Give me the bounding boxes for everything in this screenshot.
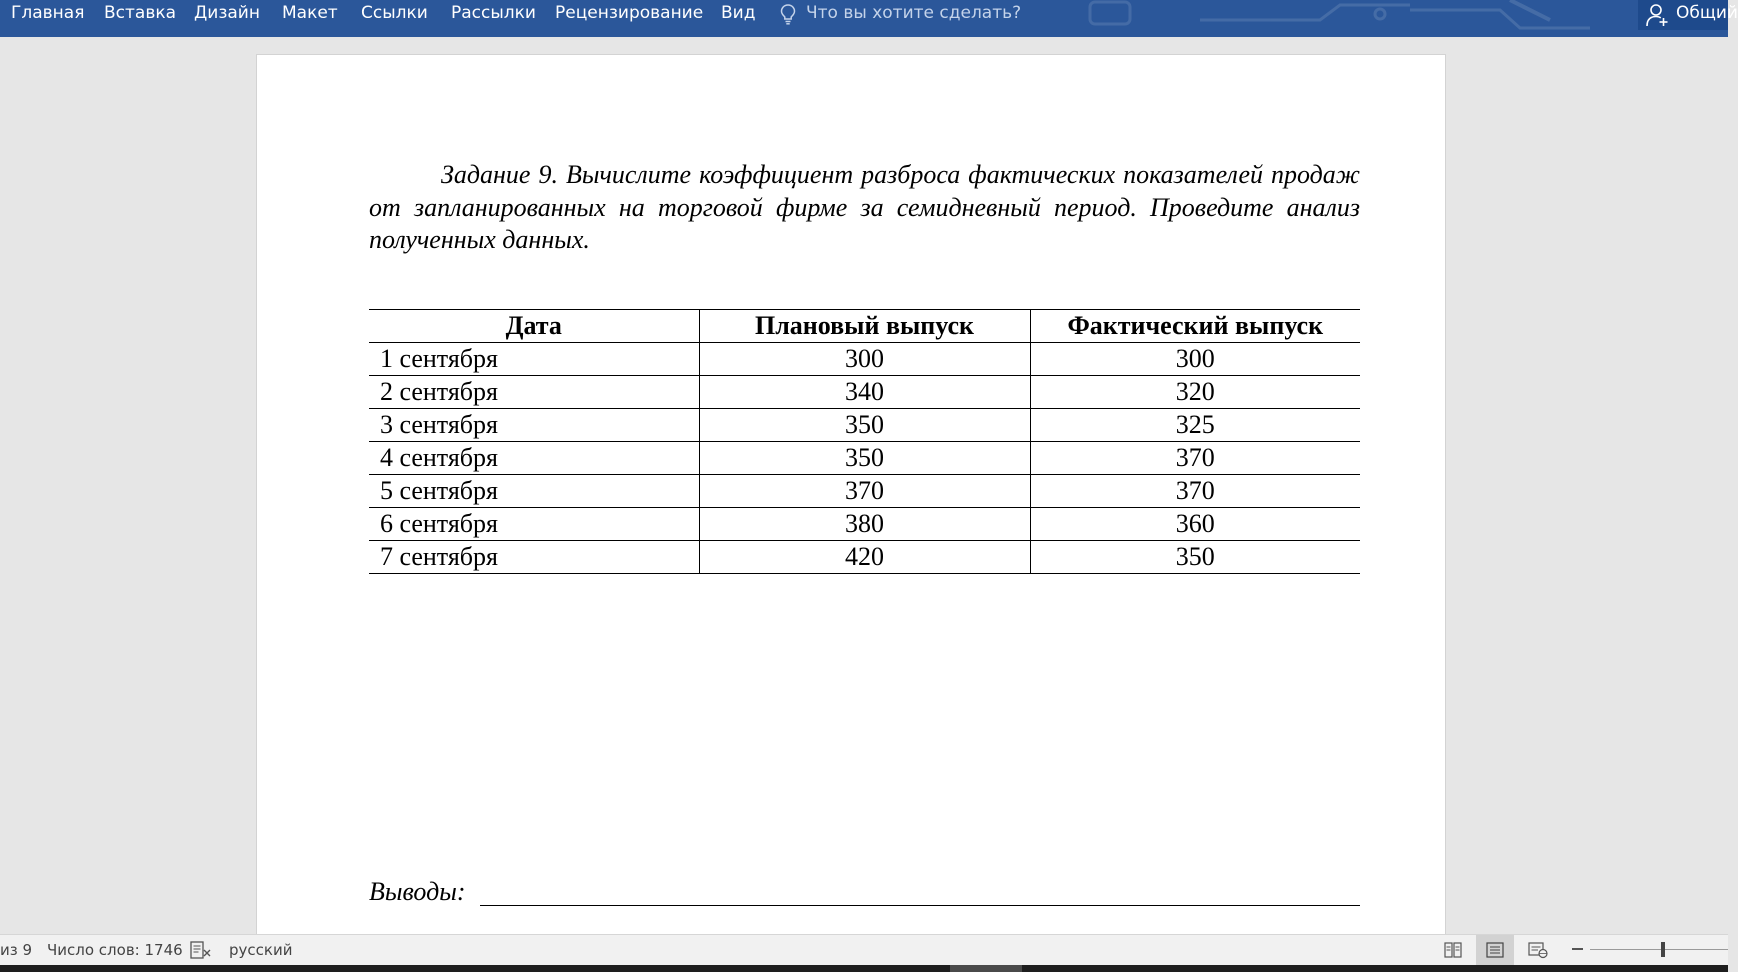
page-counter[interactable]: из 9 <box>0 941 33 959</box>
conclusion-answer-line <box>480 905 1360 906</box>
cell-actual: 370 <box>1030 442 1360 475</box>
header-actual-output: Фактический выпуск <box>1030 310 1360 343</box>
cell-date: 1 сентября <box>369 343 699 376</box>
cell-planned: 380 <box>699 508 1030 541</box>
conclusion-section <box>369 875 1360 915</box>
cell-actual: 300 <box>1030 343 1360 376</box>
proofing-errors-icon[interactable] <box>190 941 212 959</box>
table-row <box>369 376 1360 409</box>
cell-date: 5 сентября <box>369 475 699 508</box>
read-mode-icon <box>1444 942 1462 958</box>
conclusion-label: Выводы: <box>369 877 466 906</box>
cell-date: 7 сентября <box>369 541 699 574</box>
status-bar <box>0 934 1728 965</box>
zoom-out-button[interactable] <box>1572 948 1583 950</box>
taskbar-segment <box>950 965 1022 972</box>
cell-date: 2 сентября <box>369 376 699 409</box>
table-row <box>369 409 1360 442</box>
cell-planned: 340 <box>699 376 1030 409</box>
table-row <box>369 442 1360 475</box>
cell-actual: 320 <box>1030 376 1360 409</box>
tab-mailings[interactable]: Рассылки <box>451 3 536 23</box>
tab-review[interactable]: Рецензирование <box>555 3 704 23</box>
cell-planned: 350 <box>699 442 1030 475</box>
document-page[interactable] <box>256 54 1446 936</box>
lightbulb-icon <box>780 3 796 25</box>
cell-planned: 350 <box>699 409 1030 442</box>
ribbon-circuit-decoration <box>1080 0 1600 37</box>
table-row <box>369 343 1360 376</box>
print-layout-button[interactable] <box>1476 935 1514 965</box>
cell-date: 3 сентября <box>369 409 699 442</box>
print-layout-icon <box>1486 942 1504 958</box>
share-label: Общий <box>1676 3 1738 23</box>
table-row <box>369 508 1360 541</box>
header-date: Дата <box>369 310 699 343</box>
language-indicator[interactable]: русский <box>229 941 293 959</box>
cell-actual: 360 <box>1030 508 1360 541</box>
ribbon-tab-bar <box>0 0 1738 37</box>
word-count[interactable]: Число слов: 1746 <box>47 941 183 959</box>
tab-layout[interactable]: Макет <box>282 3 338 23</box>
cell-planned: 370 <box>699 475 1030 508</box>
sales-table <box>369 309 1360 574</box>
web-layout-button[interactable] <box>1518 935 1556 965</box>
table-header-row <box>369 310 1360 343</box>
zoom-slider-thumb[interactable] <box>1661 942 1665 957</box>
web-layout-icon <box>1528 942 1548 958</box>
cell-actual: 325 <box>1030 409 1360 442</box>
tab-design[interactable]: Дизайн <box>194 3 260 23</box>
share-button[interactable] <box>1638 0 1738 30</box>
zoom-slider[interactable] <box>1590 949 1728 950</box>
cell-planned: 420 <box>699 541 1030 574</box>
tell-me-placeholder: Что вы хотите сделать? <box>806 3 1022 23</box>
person-add-icon <box>1645 2 1669 28</box>
read-mode-button[interactable] <box>1434 935 1472 965</box>
cell-date: 4 сентября <box>369 442 699 475</box>
cell-actual: 370 <box>1030 475 1360 508</box>
cell-planned: 300 <box>699 343 1030 376</box>
header-planned-output: Плановый выпуск <box>699 310 1030 343</box>
table-row <box>369 475 1360 508</box>
cell-actual: 350 <box>1030 541 1360 574</box>
task-paragraph: Задание 9. Вычислите коэффициент разброса фактических показателей продаж от запланированных на торговой фирме за семидневный период. Проведите анализ полученных данных. <box>369 160 1360 254</box>
tab-references[interactable]: Ссылки <box>361 3 428 23</box>
tab-view[interactable]: Вид <box>721 3 756 23</box>
cell-date: 6 сентября <box>369 508 699 541</box>
tab-insert[interactable]: Вставка <box>104 3 177 23</box>
table-row <box>369 541 1360 574</box>
tab-home[interactable]: Главная <box>11 3 85 23</box>
taskbar-strip <box>0 965 1728 972</box>
